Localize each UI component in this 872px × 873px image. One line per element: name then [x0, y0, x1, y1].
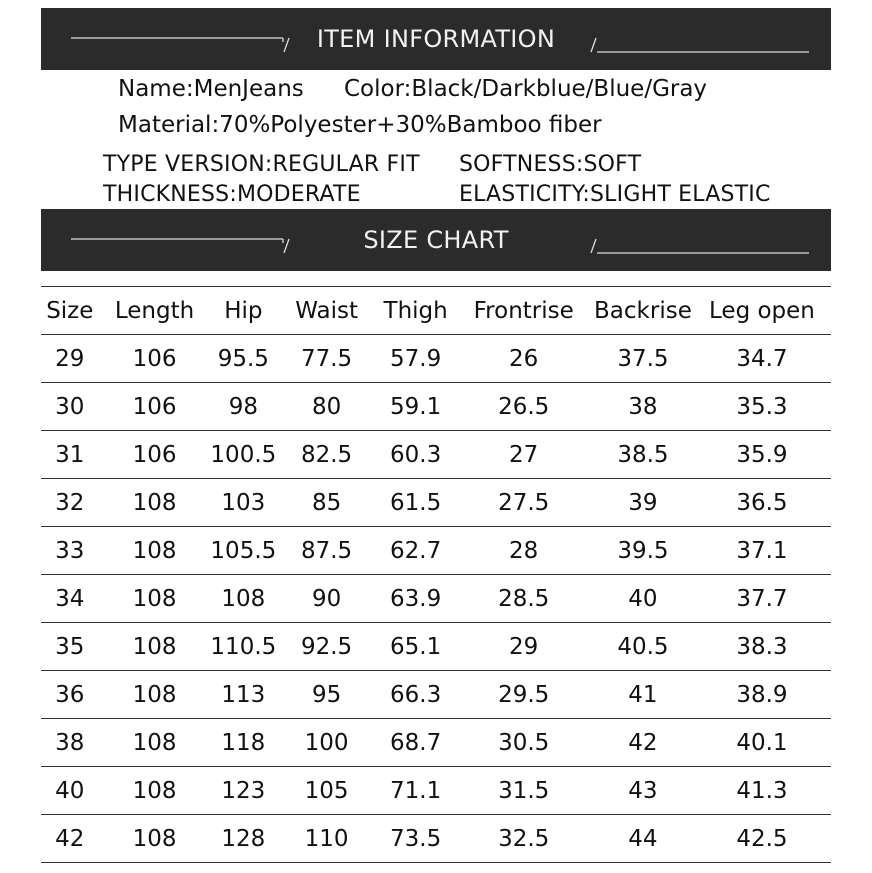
table-cell: 66.3 — [390, 681, 442, 708]
table-cell: 85 — [311, 489, 342, 516]
table-cell: 42.5 — [736, 825, 788, 852]
left-decoration-line — [71, 209, 311, 271]
table-cell: 82.5 — [300, 441, 353, 468]
column-header: Waist — [295, 297, 358, 324]
table-cell: 108 — [132, 633, 177, 660]
table-cell: 41 — [628, 681, 658, 708]
table-cell: 29.5 — [498, 681, 550, 708]
table-cell: 29 — [509, 633, 539, 660]
table-cell: 37.5 — [617, 345, 669, 372]
size-chart-banner — [41, 209, 831, 271]
table-cell: 110 — [304, 825, 349, 852]
column-header: Size — [46, 297, 94, 324]
table-cell: 38.9 — [736, 681, 788, 708]
item-information-banner — [41, 8, 831, 70]
size-chart-table — [41, 286, 831, 863]
table-cell: 95 — [311, 681, 342, 708]
table-row — [41, 815, 831, 863]
section-title: ITEM INFORMATION — [316, 25, 556, 53]
column-header: Backrise — [594, 297, 692, 324]
table-cell: 108 — [132, 777, 177, 804]
table-cell: 32 — [55, 489, 85, 516]
table-cell: 27.5 — [498, 489, 550, 516]
softness-text: SOFTNESS:SOFT — [459, 152, 642, 177]
table-cell: 43 — [628, 777, 658, 804]
table-cell: 33 — [55, 537, 85, 564]
table-cell: 105 — [304, 777, 349, 804]
table-cell: 42 — [55, 825, 85, 852]
table-cell: 62.7 — [390, 537, 442, 564]
table-cell: 34 — [55, 585, 85, 612]
table-cell: 87.5 — [300, 537, 353, 564]
table-cell: 57.9 — [390, 345, 442, 372]
right-decoration-line — [571, 8, 811, 70]
table-cell: 110.5 — [210, 633, 277, 660]
table-cell: 98 — [228, 393, 258, 420]
table-cell: 36 — [55, 681, 85, 708]
table-header-row — [41, 287, 831, 335]
table-cell: 40.5 — [617, 633, 669, 660]
table-cell: 26 — [509, 345, 539, 372]
table-cell: 100.5 — [210, 441, 277, 468]
table-cell: 35.9 — [736, 441, 788, 468]
table-cell: 39.5 — [617, 537, 669, 564]
table-cell: 40 — [628, 585, 658, 612]
table-row — [41, 575, 831, 623]
color-text: Color:Black/Darkblue/Blue/Gray — [344, 76, 708, 102]
table-cell: 60.3 — [390, 441, 442, 468]
table-cell: 34.7 — [736, 345, 788, 372]
table-cell: 59.1 — [390, 393, 442, 420]
table-cell: 61.5 — [390, 489, 442, 516]
thickness-text: THICKNESS:MODERATE — [103, 182, 361, 207]
table-cell: 80 — [311, 393, 342, 420]
table-row — [41, 335, 831, 383]
left-decoration-line — [71, 8, 311, 70]
table-cell: 32.5 — [498, 825, 550, 852]
column-header: Length — [114, 297, 195, 324]
material-text: Material:70%Polyester+30%Bamboo fiber — [118, 112, 602, 138]
table-cell: 128 — [221, 825, 266, 852]
table-cell: 39 — [628, 489, 658, 516]
table-cell: 118 — [221, 729, 266, 756]
table-body — [41, 335, 831, 863]
table-cell: 30.5 — [498, 729, 550, 756]
table-cell: 108 — [132, 585, 177, 612]
table-row — [41, 767, 831, 815]
table-cell: 106 — [132, 345, 177, 372]
table-cell: 42 — [628, 729, 658, 756]
table-cell: 100 — [304, 729, 349, 756]
table-cell: 31 — [55, 441, 85, 468]
table-cell: 63.9 — [390, 585, 442, 612]
table-cell: 28 — [509, 537, 539, 564]
table-cell: 92.5 — [300, 633, 353, 660]
table-cell: 35.3 — [736, 393, 788, 420]
table-cell: 106 — [132, 441, 177, 468]
column-header: Frontrise — [473, 297, 574, 324]
table-cell: 108 — [132, 729, 177, 756]
table-cell: 68.7 — [390, 729, 442, 756]
table-cell: 90 — [311, 585, 342, 612]
table-cell: 41.3 — [736, 777, 788, 804]
column-header: Thigh — [383, 297, 448, 324]
section-title: SIZE CHART — [363, 226, 509, 254]
table-cell: 103 — [221, 489, 266, 516]
column-header: Leg open — [709, 297, 815, 324]
table-cell: 73.5 — [390, 825, 442, 852]
table-cell: 71.1 — [390, 777, 442, 804]
table-cell: 106 — [132, 393, 177, 420]
table-row — [41, 431, 831, 479]
right-decoration-line — [571, 209, 811, 271]
table-cell: 30 — [55, 393, 85, 420]
table-cell: 108 — [132, 537, 177, 564]
column-header: Hip — [224, 297, 263, 324]
table-row — [41, 671, 831, 719]
table-cell: 123 — [221, 777, 266, 804]
table-cell: 27 — [509, 441, 539, 468]
table-cell: 105.5 — [210, 537, 277, 564]
table-cell: 108 — [132, 489, 177, 516]
table-cell: 108 — [221, 585, 266, 612]
table-cell: 37.7 — [736, 585, 788, 612]
table-cell: 38.3 — [736, 633, 788, 660]
table-row — [41, 527, 831, 575]
name-text: Name:MenJeans — [118, 76, 304, 102]
table-cell: 28.5 — [498, 585, 550, 612]
table-cell: 31.5 — [498, 777, 550, 804]
table-row — [41, 479, 831, 527]
elasticity-text: ELASTICITY:SLIGHT ELASTIC — [459, 182, 771, 207]
table-row — [41, 623, 831, 671]
table-cell: 65.1 — [390, 633, 442, 660]
table-cell: 38 — [628, 393, 658, 420]
table-cell: 29 — [55, 345, 85, 372]
table-cell: 35 — [55, 633, 85, 660]
table-row — [41, 719, 831, 767]
table-cell: 95.5 — [217, 345, 269, 372]
table-cell: 26.5 — [498, 393, 550, 420]
table-cell: 36.5 — [736, 489, 788, 516]
table-cell: 108 — [132, 681, 177, 708]
table-cell: 40 — [55, 777, 85, 804]
table-cell: 40.1 — [736, 729, 788, 756]
table-row — [41, 383, 831, 431]
type-version-text: TYPE VERSION:REGULAR FIT — [103, 152, 420, 177]
table-cell: 44 — [628, 825, 658, 852]
table-cell: 37.1 — [736, 537, 788, 564]
table-cell: 77.5 — [300, 345, 353, 372]
table-cell: 38 — [55, 729, 85, 756]
table-cell: 108 — [132, 825, 177, 852]
table-cell: 38.5 — [617, 441, 669, 468]
table-cell: 113 — [221, 681, 266, 708]
